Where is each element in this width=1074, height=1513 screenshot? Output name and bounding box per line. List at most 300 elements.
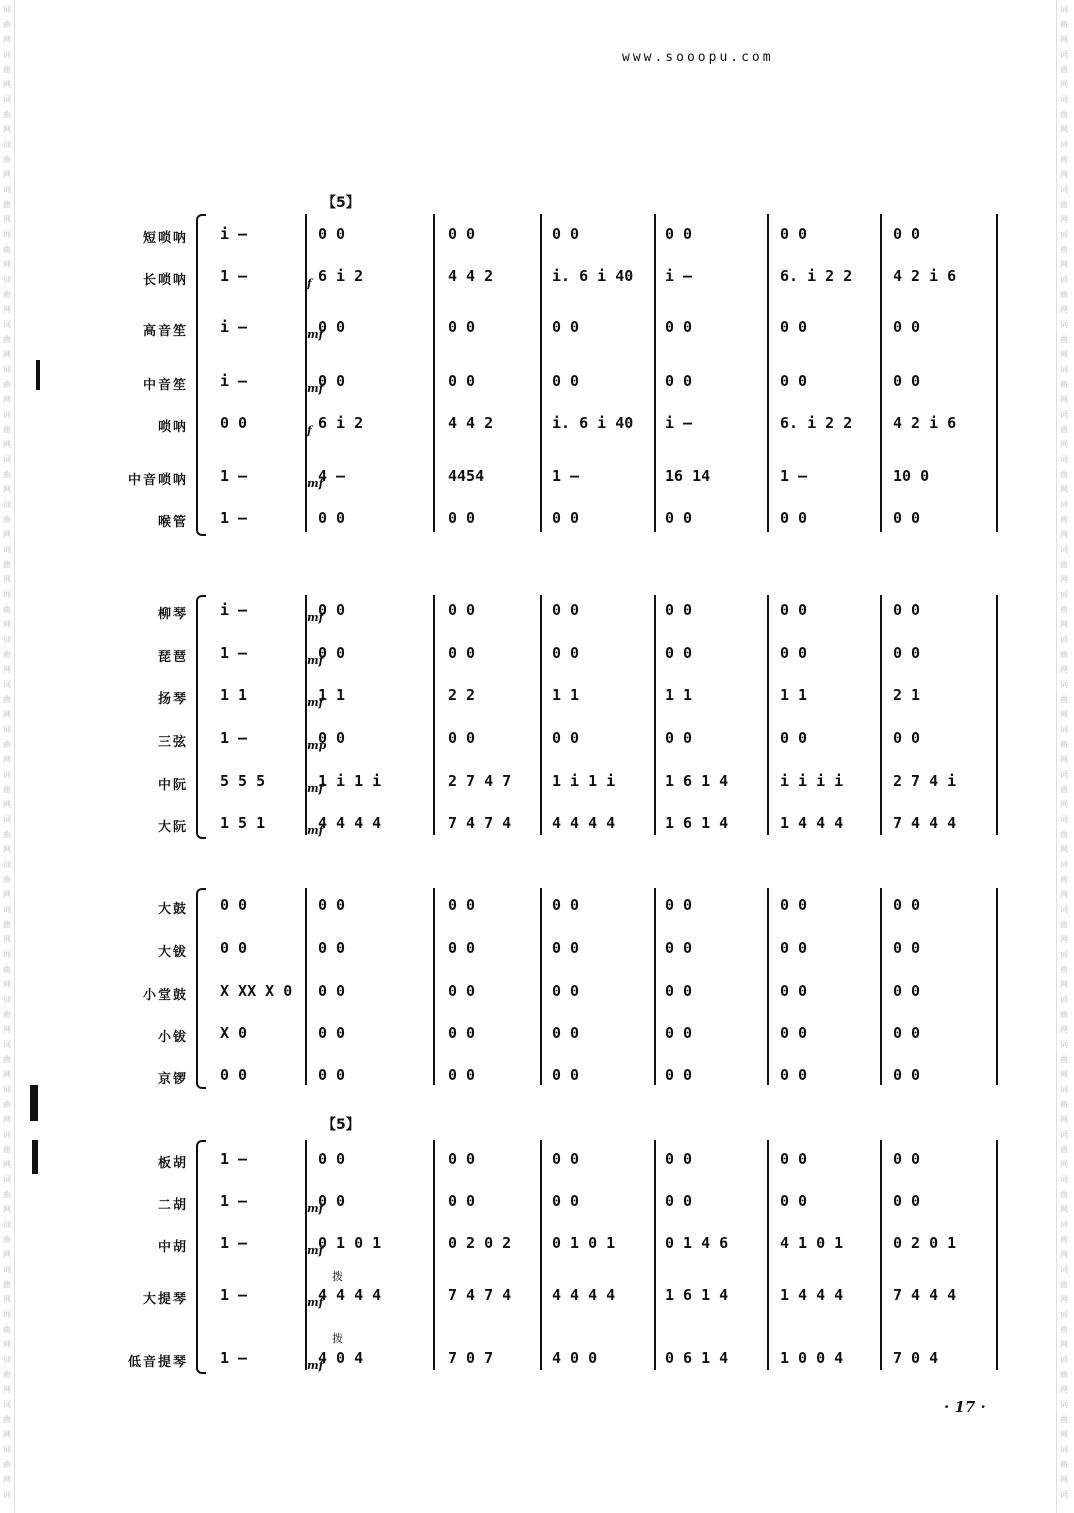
watermark-char: 曲 [1060,110,1068,119]
watermark-char: 曲 [1060,695,1068,704]
measure-notes: 7 0 4 [893,1349,939,1367]
watermark-char: 曲 [3,785,11,794]
dynamic-marking: mp [307,739,327,752]
watermark-char: 曲 [1060,1145,1068,1154]
watermark-char: 网 [1060,350,1068,359]
dynamic-marking: mf [307,654,324,667]
watermark-char: 曲 [1060,65,1068,74]
measure-notes: 0 0 [665,982,693,1000]
barline [996,214,998,532]
instrument-name: 小钹 [157,1030,188,1045]
measure-notes: 0 0 [665,644,693,662]
margin-ink-mark [36,360,40,390]
watermark-char: 词 [1060,1400,1068,1409]
measure-notes: 1 1 [220,686,248,704]
watermark-char: 曲 [1060,605,1068,614]
watermark-char: 网 [1060,755,1068,764]
watermark-char: 网 [1060,125,1068,134]
measure-notes: 0 0 [448,1192,476,1210]
instrument-name: 中音笙 [142,378,188,393]
measure-notes: 1 4 4 4 [780,814,844,832]
measure-notes: 0 0 [448,509,476,527]
barline [996,1140,998,1370]
pizzicato-marking: 拨 [332,1332,343,1345]
dynamic-marking: mf [307,382,324,395]
measure-notes: 0 0 [448,372,476,390]
watermark-char: 网 [3,890,11,899]
measure-notes: 0 0 [893,509,921,527]
dynamic-marking: mf [307,1359,324,1372]
watermark-char: 词 [3,1400,11,1409]
instrument-name: 唢呐 [157,420,188,435]
measure-notes: 0 0 [552,1024,580,1042]
measure-notes: 10 0 [893,467,930,485]
measure-notes: 0 0 [552,372,580,390]
watermark-char: 词 [1060,1130,1068,1139]
watermark-char: 词 [1060,5,1068,14]
measure-notes: 0 0 [552,318,580,336]
watermark-char: 网 [3,800,11,809]
barline [305,595,307,835]
watermark-char: 词 [1060,275,1068,284]
measure-notes: 0 0 [448,1066,476,1084]
measure-notes: 5 5 5 [220,772,266,790]
watermark-char: 曲 [1060,920,1068,929]
measure-notes: 0 0 [665,896,693,914]
barline [654,595,656,835]
measure-notes: i – [220,601,248,619]
measure-notes: 0 0 [318,644,346,662]
measure-notes: 0 0 [448,982,476,1000]
measure-notes: 4 2 i 6 [893,267,957,285]
measure-notes: 0 0 [220,896,248,914]
watermark-char: 曲 [1060,1415,1068,1424]
watermark-char: 词 [1060,50,1068,59]
measure-notes: 0 0 [448,318,476,336]
watermark-char: 曲 [1060,245,1068,254]
watermark-char: 词 [3,95,11,104]
watermark-char: 词 [3,950,11,959]
measure-notes: 0 0 [552,225,580,243]
measure-notes: 0 0 [665,372,693,390]
measure-notes: 1 – [220,467,248,485]
dynamic-marking: mf [307,477,324,490]
measure-notes: 1 – [780,467,808,485]
barline [540,1140,542,1370]
instrument-name: 三弦 [157,735,188,750]
watermark-char: 词 [1060,410,1068,419]
measure-notes: 6. i 2 2 [780,414,853,432]
measure-notes: 0 0 [780,1024,808,1042]
watermark-char: 曲 [3,1190,11,1199]
watermark-char: 曲 [3,830,11,839]
watermark-char: 词 [3,635,11,644]
measure-notes: 7 4 7 4 [448,1286,512,1304]
dynamic-marking: f [307,424,312,437]
barline [880,888,882,1085]
measure-notes: 0 0 [318,729,346,747]
measure-notes: 1 – [220,1286,248,1304]
watermark-char: 曲 [3,425,11,434]
measure-notes: 0 0 [552,1150,580,1168]
measure-notes: 4 – [318,467,346,485]
dynamic-marking: mf [307,824,324,837]
instrument-name: 琵琶 [157,650,188,665]
watermark-char: 曲 [1060,1055,1068,1064]
instrument-name: 扬琴 [157,692,188,707]
watermark-char: 词 [3,1220,11,1229]
watermark-char: 词 [1060,95,1068,104]
watermark-char: 网 [1060,1070,1068,1079]
watermark-char: 网 [3,1160,11,1169]
barline [996,888,998,1085]
watermark-char: 曲 [3,920,11,929]
watermark-char: 词 [3,905,11,914]
watermark-char: 曲 [3,1145,11,1154]
measure-notes: 6 i 2 [318,414,364,432]
watermark-char: 曲 [3,245,11,254]
watermark-char: 曲 [1060,200,1068,209]
watermark-char: 词 [3,545,11,554]
measure-notes: 1 4 4 4 [780,1286,844,1304]
dynamic-marking: f [307,277,312,290]
watermark-char: 词 [1060,860,1068,869]
group-brace [196,595,206,839]
watermark-char: 词 [1060,950,1068,959]
watermark-char: 词 [3,140,11,149]
watermark-char: 曲 [1060,965,1068,974]
margin-ink-mark [32,1140,38,1174]
watermark-char: 网 [3,35,11,44]
watermark-char: 网 [3,755,11,764]
watermark-char: 网 [3,260,11,269]
watermark-char: 曲 [3,1010,11,1019]
watermark-char: 网 [3,125,11,134]
measure-notes: 1 – [220,1192,248,1210]
measure-notes: 0 0 [780,896,808,914]
watermark-char: 网 [1060,305,1068,314]
measure-notes: 0 0 [780,644,808,662]
measure-notes: 0 0 [665,939,693,957]
watermark-char: 曲 [1060,290,1068,299]
watermark-char: 网 [1060,260,1068,269]
measure-notes: 0 0 [318,601,346,619]
barline [305,888,307,1085]
dynamic-marking: mf [307,1296,324,1309]
watermark-char: 网 [3,395,11,404]
watermark-char: 网 [3,1115,11,1124]
measure-notes: 0 0 [318,1192,346,1210]
watermark-char: 曲 [3,740,11,749]
watermark-char: 曲 [3,290,11,299]
watermark-char: 词 [3,320,11,329]
measure-notes: 0 0 [893,1066,921,1084]
measure-notes: 0 0 [318,509,346,527]
dynamic-marking: mf [307,328,324,341]
watermark-char: 网 [3,1430,11,1439]
measure-notes: 0 0 [448,729,476,747]
measure-notes: 0 0 [780,1150,808,1168]
watermark-char: 词 [1060,500,1068,509]
watermark-char: 网 [1060,1430,1068,1439]
measure-notes: 1 i 1 i [318,772,382,790]
watermark-char: 词 [1060,455,1068,464]
watermark-char: 词 [1060,185,1068,194]
watermark-char: 词 [3,1490,11,1499]
instrument-name: 长唢呐 [142,273,188,288]
measure-notes: 0 0 [665,729,693,747]
measure-notes: 0 6 1 4 [665,1349,729,1367]
measure-notes: 0 0 [448,644,476,662]
measure-notes: 1 1 [318,686,346,704]
instrument-name: 大钹 [157,945,188,960]
margin-ink-mark [30,1085,38,1121]
watermark-char: 网 [3,1475,11,1484]
measure-notes: 2 7 4 i [893,772,957,790]
watermark-char: 网 [3,440,11,449]
measure-notes: 0 0 [318,939,346,957]
measure-notes: 0 0 [448,896,476,914]
measure-notes: i i i i [780,772,844,790]
barline [880,1140,882,1370]
measure-notes: 0 0 [780,729,808,747]
measure-notes: 0 0 [780,509,808,527]
watermark-char: 词 [1060,1310,1068,1319]
watermark-char: 网 [1060,1205,1068,1214]
measure-notes: 0 0 [448,939,476,957]
watermark-char: 曲 [1060,425,1068,434]
instrument-name: 小堂鼓 [142,988,188,1003]
measure-notes: 0 0 [780,982,808,1000]
measure-notes: 4 4 4 4 [552,814,616,832]
watermark-char: 网 [3,1250,11,1259]
measure-notes: 7 4 7 4 [448,814,512,832]
measure-notes: i. 6 i 40 [552,267,634,285]
watermark-char: 曲 [3,1235,11,1244]
watermark-char: 网 [3,350,11,359]
watermark-char: 网 [1060,800,1068,809]
measure-notes: 4 0 0 [552,1349,598,1367]
watermark-char: 词 [3,230,11,239]
watermark-char: 曲 [3,110,11,119]
watermark-char: 词 [1060,545,1068,554]
watermark-char: 网 [3,620,11,629]
watermark-char: 曲 [3,380,11,389]
measure-notes: 0 0 [665,601,693,619]
watermark-char: 词 [3,185,11,194]
watermark-char: 曲 [3,1460,11,1469]
instrument-name: 低音提琴 [127,1355,188,1370]
watermark-char: 曲 [1060,1190,1068,1199]
measure-notes: 1 – [552,467,580,485]
measure-notes: i – [665,267,693,285]
measure-notes: 0 0 [448,1150,476,1168]
watermark-char: 网 [1060,665,1068,674]
measure-notes: 1 1 [780,686,808,704]
watermark-char: 曲 [1060,785,1068,794]
watermark-char: 词 [3,1085,11,1094]
watermark-char: 词 [1060,770,1068,779]
watermark-char: 网 [3,575,11,584]
measure-notes: i – [220,318,248,336]
measure-notes: 0 0 [318,1066,346,1084]
watermark-char: 曲 [3,650,11,659]
measure-notes: 0 0 [893,939,921,957]
watermark-char: 词 [1060,725,1068,734]
watermark-char: 词 [1060,1265,1068,1274]
watermark-char: 网 [3,935,11,944]
measure-notes: 0 0 [552,509,580,527]
measure-notes: 0 0 [893,644,921,662]
measure-notes: 16 14 [665,467,711,485]
measure-notes: 1 6 1 4 [665,772,729,790]
measure-notes: 1 – [220,1349,248,1367]
measure-notes: 4 4 4 4 [318,1286,382,1304]
instrument-name: 京锣 [157,1072,188,1087]
measure-notes: i – [665,414,693,432]
watermark-char: 词 [3,1355,11,1364]
measure-notes: 7 4 4 4 [893,1286,957,1304]
watermark-char: 词 [3,1040,11,1049]
page-number: · 17 · [944,1398,986,1416]
measure-notes: 1 – [220,267,248,285]
watermark-char: 曲 [3,65,11,74]
measure-notes: 0 0 [780,1192,808,1210]
measure-notes: 4 4 4 4 [318,814,382,832]
measure-notes: 7 4 4 4 [893,814,957,832]
measure-notes: 4 1 0 1 [780,1234,844,1252]
watermark-char: 曲 [1060,650,1068,659]
watermark-char: 词 [1060,1220,1068,1229]
instrument-name: 中音唢呐 [127,473,188,488]
measure-notes: i. 6 i 40 [552,414,634,432]
measure-notes: 0 1 0 1 [318,1234,382,1252]
measure-notes: 0 1 0 1 [552,1234,616,1252]
measure-notes: 0 0 [665,1192,693,1210]
watermark-char: 网 [3,530,11,539]
instrument-name: 大提琴 [142,1292,188,1307]
watermark-char: 网 [1060,80,1068,89]
measure-notes: 0 0 [780,225,808,243]
measure-notes: 0 0 [893,225,921,243]
measure-notes: 0 0 [220,939,248,957]
rehearsal-mark-top: 【5】 [322,195,360,211]
watermark-char: 曲 [1060,20,1068,29]
watermark-char: 网 [1060,170,1068,179]
watermark-char: 曲 [1060,1100,1068,1109]
measure-notes: 0 0 [893,1150,921,1168]
watermark-char: 网 [3,215,11,224]
watermark-char: 词 [3,680,11,689]
barline [654,214,656,532]
watermark-char: 网 [1060,1025,1068,1034]
watermark-char: 词 [1060,635,1068,644]
measure-notes: i – [220,225,248,243]
watermark-column-right [1056,0,1074,1513]
watermark-char: 词 [3,455,11,464]
watermark-char: 曲 [3,695,11,704]
watermark-char: 曲 [1060,335,1068,344]
measure-notes: 0 0 [552,982,580,1000]
measure-notes: X XX X 0 [220,982,293,1000]
barline [433,888,435,1085]
measure-notes: 0 0 [893,982,921,1000]
measure-notes: 6 i 2 [318,267,364,285]
measure-notes: 0 0 [665,225,693,243]
measure-notes: 0 0 [780,372,808,390]
watermark-char: 曲 [3,20,11,29]
watermark-char: 词 [1060,590,1068,599]
watermark-char: 网 [3,485,11,494]
watermark-char: 词 [3,995,11,1004]
barline [654,1140,656,1370]
watermark-char: 网 [3,845,11,854]
measure-notes: 1 i 1 i [552,772,616,790]
watermark-char: 曲 [1060,1280,1068,1289]
measure-notes: 0 0 [893,1192,921,1210]
dynamic-marking: mf [307,696,324,709]
watermark-char: 网 [3,1385,11,1394]
measure-notes: 0 1 4 6 [665,1234,729,1252]
watermark-char: 网 [3,710,11,719]
watermark-char: 词 [1060,1085,1068,1094]
measure-notes: 0 2 0 2 [448,1234,512,1252]
watermark-char: 词 [1060,995,1068,1004]
measure-notes: 7 0 7 [448,1349,494,1367]
dynamic-marking: mf [307,782,324,795]
watermark-char: 词 [3,815,11,824]
dynamic-marking: mf [307,1202,324,1215]
measure-notes: 0 0 [893,372,921,390]
watermark-char: 曲 [3,200,11,209]
watermark-char: 网 [3,980,11,989]
site-url: www.sooopu.com [622,50,774,65]
watermark-char: 词 [3,410,11,419]
watermark-char: 网 [3,1205,11,1214]
measure-notes: 0 0 [665,1024,693,1042]
watermark-char: 曲 [1060,875,1068,884]
watermark-char: 曲 [1060,1010,1068,1019]
measure-notes: 1 – [220,729,248,747]
watermark-char: 网 [1060,530,1068,539]
instrument-name: 柳琴 [157,607,188,622]
watermark-char: 词 [1060,365,1068,374]
watermark-char: 曲 [1060,1325,1068,1334]
instrument-name: 中胡 [157,1240,188,1255]
watermark-char: 词 [3,1265,11,1274]
watermark-char: 曲 [1060,830,1068,839]
measure-notes: 0 0 [780,1066,808,1084]
watermark-char: 词 [3,725,11,734]
barline [880,214,882,532]
measure-notes: 1 6 1 4 [665,1286,729,1304]
measure-notes: 0 0 [552,729,580,747]
watermark-char: 曲 [3,155,11,164]
measure-notes: 0 0 [318,896,346,914]
watermark-char: 网 [3,1070,11,1079]
barline [767,1140,769,1370]
watermark-char: 曲 [1060,155,1068,164]
measure-notes: 0 0 [220,1066,248,1084]
barline [767,214,769,532]
group-brace [196,888,206,1089]
measure-notes: 4 2 i 6 [893,414,957,432]
measure-notes: 2 7 4 7 [448,772,512,790]
measure-notes: 0 0 [893,729,921,747]
watermark-char: 网 [3,170,11,179]
measure-notes: 4 0 4 [318,1349,364,1367]
measure-notes: 0 0 [665,318,693,336]
